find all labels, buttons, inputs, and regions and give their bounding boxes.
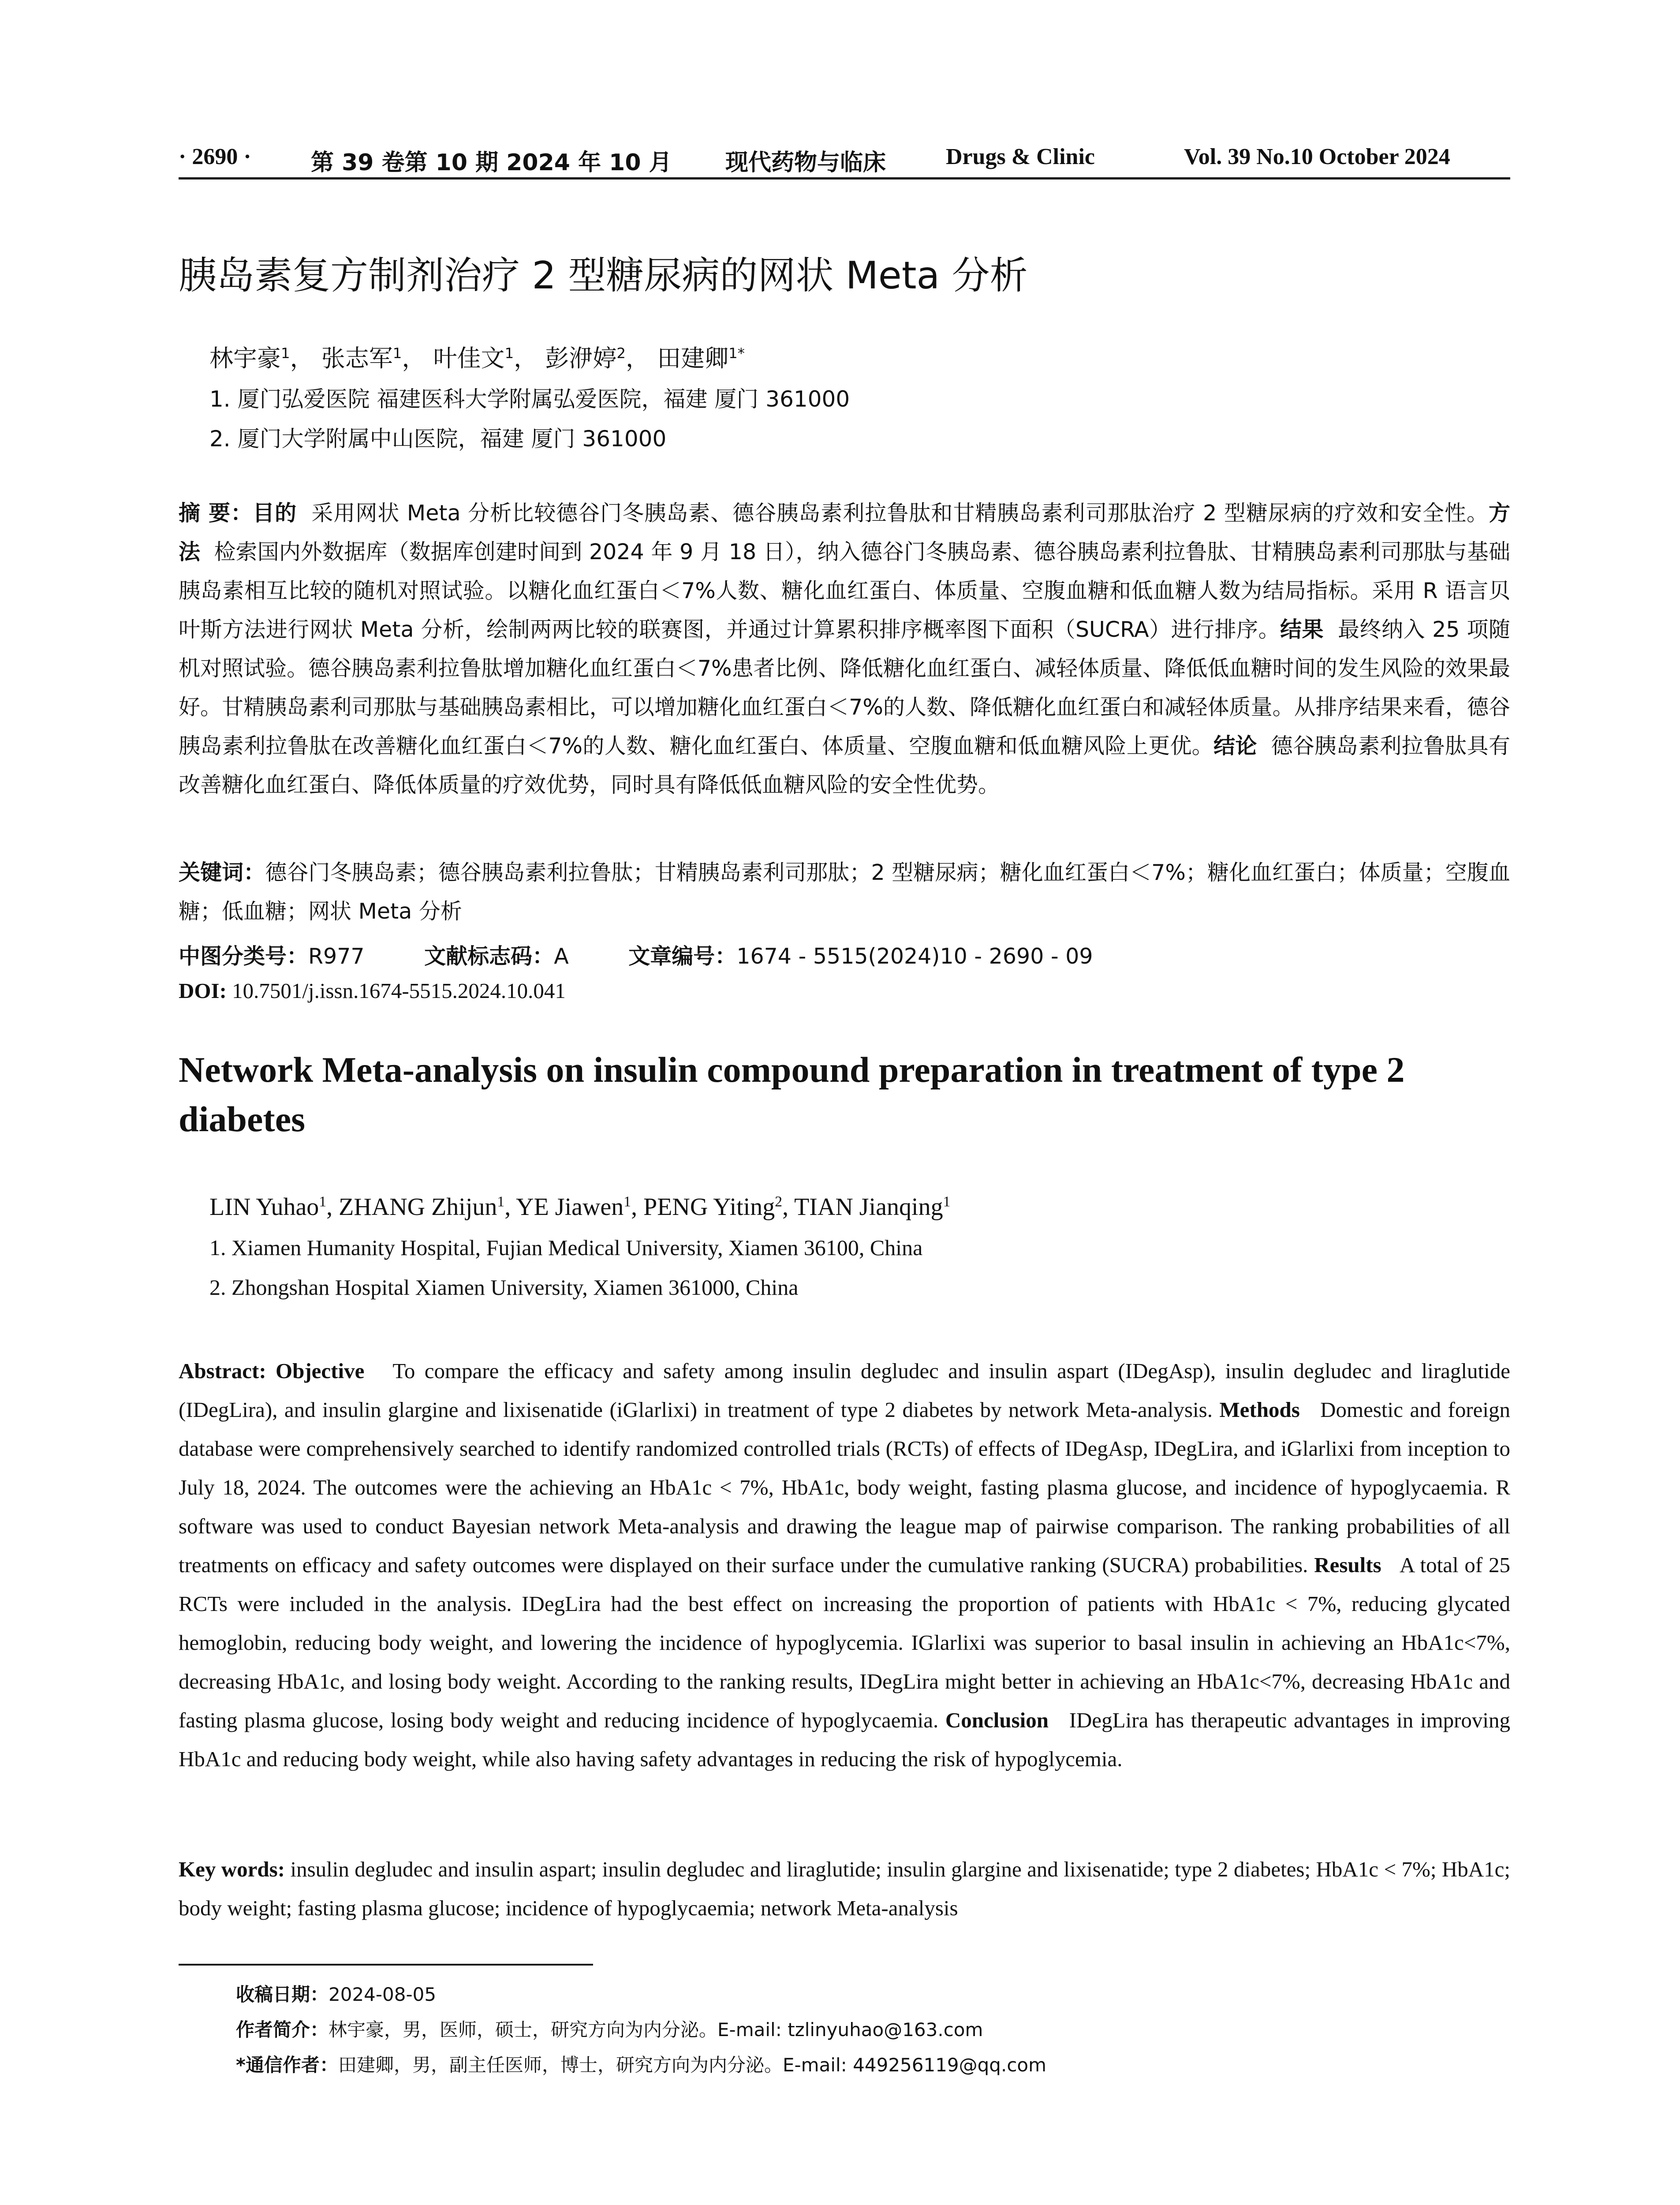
cn-abstract-label: 摘 要： [179, 501, 253, 526]
cn-objective-text: 采用网状 Meta 分析比较德谷门冬胰岛素、德谷胰岛素利拉鲁肽和甘精胰岛素利司那肽治疗 2 型糖尿病的疗效和安全性。 [311, 501, 1489, 526]
en-conclusion-text: IDegLira has therapeutic advantages in improving HbA1c and reducing body weight, while also having safety advantages in reducing the risk of hypoglycemia. [179, 1708, 1511, 1771]
en-affiliation-2: 2. Zhongshan Hospital Xiamen University, Xiamen 361000, China [209, 1275, 799, 1300]
header-journal-cn: 现代药物与临床 [725, 149, 886, 176]
cn-affiliation-1: 1. 厦门弘爱医院 福建医科大学附属弘爱医院，福建 厦门 361000 [209, 386, 850, 412]
cn-affiliation-2: 2. 厦门大学附属中山医院，福建 厦门 361000 [209, 426, 667, 452]
cn-title: 胰岛素复方制剂治疗 2 型糖尿病的网状 Meta 分析 [179, 254, 1028, 298]
en-conclusion-label: Conclusion [945, 1708, 1049, 1732]
cn-keywords-text: 德谷门冬胰岛素；德谷胰岛素利拉鲁肽；甘精胰岛素利司那肽；2 型糖尿病；糖化血红蛋白＜7%；糖化血红蛋白；体质量；空腹血糖；低血糖；网状 Meta 分析 [179, 860, 1510, 924]
en-results-text: A total of 25 RCTs were included in the analysis. IDegLira had the best effect on increasing the proportion of patients with HbA1c < 7%, reducing glycated hemoglobin, reducing body weight, and lowering the incidence of hypoglycemia. IGlarlixi was superior to basal insulin in achieving an HbA1c<7%, decreasing HbA1c, and losing body weight. According to the ranking results, IDegLira might better in achieving an HbA1c<7%, decreasing HbA1c and fasting plasma glucose, losing body weight and reducing incidence of hypoglycaemia. [179, 1553, 1511, 1732]
header-volume-en: Vol. 39 No.10 October 2024 [1184, 144, 1450, 169]
en-methods-text: Domestic and foreign database were comprehensively searched to identify randomized controlled trials (RCTs) of effects of IDegAsp, IDegLira, and iGlarlixi from inception to July 18, 2024. The outcomes were the achieving an HbA1c < 7%, HbA1c, body weight, fasting plasma glucose, and incidence of hypoglycaemia. R software was used to conduct Bayesian network Meta-analysis and drawing the league map of pairwise comparison. The ranking probabilities of all treatments on efficacy and safety outcomes were displayed on their surface under the cumulative ranking (SUCRA) probabilities. [179, 1398, 1511, 1577]
en-author-sup: 1 [319, 1193, 327, 1210]
cn-author-sup: 1* [728, 345, 745, 362]
footnote-author-bio [236, 2015, 983, 2042]
en-affiliation-1: 1. Xiamen Humanity Hospital, Fujian Medical University, Xiamen 36100, China [209, 1235, 923, 1260]
cn-author: 叶佳文 [433, 344, 505, 372]
cn-author-sup: 1 [504, 345, 514, 362]
cn-author: 田建卿 [657, 344, 729, 372]
en-results-label: Results [1314, 1553, 1381, 1577]
cn-author-sup: 1 [392, 345, 402, 362]
en-title: Network Meta-analysis on insulin compound preparation in treatment of type 2 diabetes [179, 1050, 1405, 1139]
author-bio-label: 作者简介： [236, 2019, 329, 2041]
en-author-sup: 1 [943, 1193, 951, 1210]
header-rule [179, 177, 1510, 179]
en-abstract-label: Abstract: [179, 1359, 266, 1383]
doc-code-value: A [554, 944, 569, 969]
en-author: LIN Yuhao [209, 1193, 319, 1221]
cn-keywords [179, 853, 1510, 931]
cn-conclusion-text: 德谷胰岛素利拉鲁肽具有改善糖化血红蛋白、降低体质量的疗效优势，同时具有降低低血糖风险的安全性优势。 [179, 733, 1510, 797]
cn-author: 林宇豪 [209, 344, 281, 372]
footnote-received [236, 1980, 436, 2007]
article-no-label: 文章编号： [628, 944, 737, 969]
en-author-sup: 1 [497, 1193, 505, 1210]
header-issue-cn: 第 39 卷第 10 期 2024 年 10 月 [311, 149, 672, 176]
footnote-corresponding [236, 2051, 1046, 2077]
en-author: PENG Yiting [643, 1193, 775, 1221]
en-objective-label: Objective [276, 1359, 365, 1383]
doi-label: DOI: [179, 979, 227, 1003]
en-author: ZHANG Zhijun [339, 1193, 497, 1221]
en-author-sup: 1 [623, 1193, 631, 1210]
clc-label: 中图分类号： [179, 944, 309, 969]
running-header [179, 132, 1510, 181]
doi-value: 10.7501/j.issn.1674-5515.2024.10.041 [232, 979, 566, 1003]
cn-authors: 林宇豪$^1$， 张志军$^1$， 叶佳文$^1$， 彭洢婷$^2$， 田建卿$^{1*}$ [209, 344, 745, 372]
en-keywords [179, 1850, 1510, 1928]
en-keywords-text: insulin degludec and insulin aspart; insulin degludec and liraglutide; insulin glargine and lixisenatide; type 2 diabetes; HbA1c < 7%; HbA1c; body weight; fasting plasma glucose; incidence of hypoglycaemia; network Meta-analysis [179, 1857, 1511, 1920]
en-author: YE Jiawen [516, 1193, 624, 1221]
en-objective-text: To compare the efficacy and safety among insulin degludec and insulin aspart (IDegAsp), insulin degludec and liraglutide (IDegLira), and insulin glargine and lixisenatide (iGlarlixi) in treatment of type 2 diabetes by network Meta-analysis. [179, 1359, 1510, 1422]
article-no-value: 1674 - 5515(2024)10 - 2690 - 09 [736, 944, 1093, 969]
cn-abstract [179, 494, 1510, 804]
received-label: 收稿日期： [236, 1984, 329, 2005]
cn-methods-text: 检索国内外数据库（数据库创建时间到 2024 年 9 月 18 日），纳入德谷门冬胰岛素、德谷胰岛素利拉鲁肽、甘精胰岛素利司那肽与基础胰岛素相互比较的随机对照试验。以糖化血红蛋白＜7%人数、糖化血红蛋白、体质量、空腹血糖和低血糖人数为结局指标。采用 R 语言贝叶斯方法进行网状 Meta 分析，绘制两两比较的联赛图，并通过计算累积排序概率图下面积（SUCRA）进行排序。 [179, 539, 1510, 642]
header-journal-en: Drugs & Clinic [946, 144, 1095, 169]
received-value: 2024-08-05 [329, 1984, 437, 2005]
en-keywords-label: Key words: [179, 1857, 285, 1881]
cn-author: 张志军 [321, 344, 393, 372]
cn-author-sup: 2 [616, 345, 626, 362]
cn-objective-label: 目的 [253, 501, 297, 526]
footnote-rule [179, 1964, 593, 1966]
clc-value: R977 [308, 944, 365, 969]
cn-classification-line [179, 939, 1093, 970]
corresponding-label: *通信作者： [236, 2054, 338, 2076]
cn-results-label: 结果 [1280, 617, 1324, 642]
en-authors: LIN Yuhao$^1$, ZHANG Zhijun$^1$, YE Jiawen$^1$, PENG Yiting$^2$, TIAN Jianqing$^1$ [209, 1193, 951, 1221]
doi-line [179, 978, 566, 1003]
en-abstract [179, 1352, 1510, 1779]
cn-results-text: 最终纳入 25 项随机对照试验。德谷胰岛素利拉鲁肽增加糖化血红蛋白＜7%患者比例、降低糖化血红蛋白、减轻体质量、降低低血糖时间的发生风险的效果最好。甘精胰岛素利司那肽与基础胰岛素相比，可以增加糖化血红蛋白＜7%的人数、降低糖化血红蛋白和减轻体质量。从排序结果来看，德谷胰岛素利拉鲁肽在改善糖化血红蛋白＜7%的人数、糖化血红蛋白、体质量、空腹血糖和低血糖风险上更优。 [179, 617, 1510, 759]
en-methods-label: Methods [1219, 1398, 1300, 1422]
cn-conclusion-label: 结论 [1213, 733, 1257, 759]
author-bio-text: 林宇豪，男，医师，硕士，研究方向为内分泌。E-mail: tzlinyuhao@163.com [329, 2019, 983, 2041]
en-author-sup: 2 [775, 1193, 783, 1210]
cn-author: 彭洢婷 [545, 344, 617, 372]
header-page-number: · 2690 · [179, 144, 251, 169]
corresponding-text: 田建卿，男，副主任医师，博士，研究方向为内分泌。E-mail: 449256119@qq.com [338, 2054, 1047, 2076]
doc-code-label: 文献标志码： [424, 944, 554, 969]
cn-methods-label: 方法 [179, 501, 1510, 564]
cn-keywords-label: 关键词： [179, 860, 265, 885]
cn-author-sup: 1 [281, 345, 290, 362]
en-author: TIAN Jianqing [794, 1193, 943, 1221]
